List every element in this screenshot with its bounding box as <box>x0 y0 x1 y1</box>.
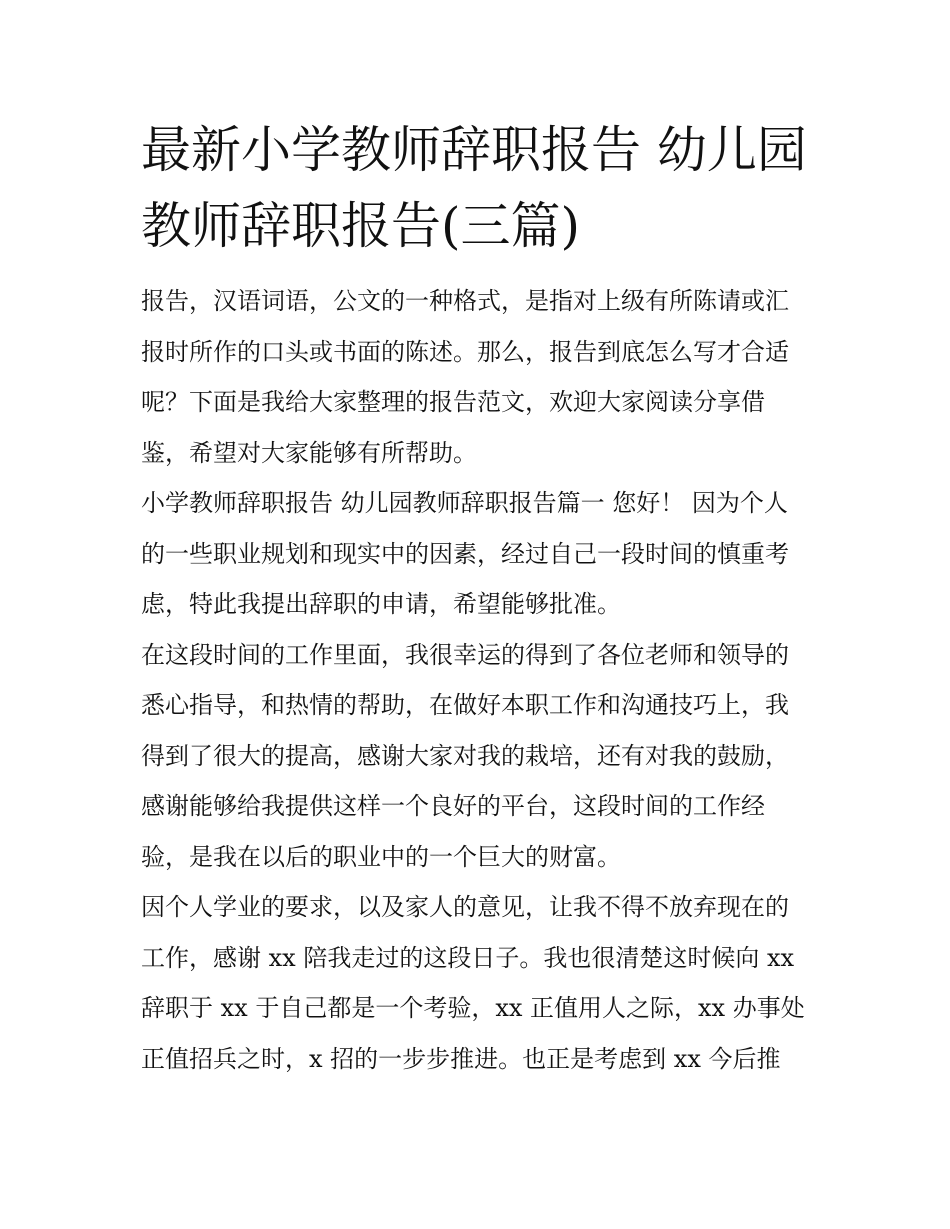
text-line: 辞职于 xx 于自己都是一个考验，xx 正值用人之际，xx 办事处 <box>141 994 805 1022</box>
document-paragraphs <box>141 276 821 1084</box>
title-line: 教师辞职报告(三篇) <box>141 197 581 255</box>
text-line: 感谢能够给我提供这样一个良好的平台，这段时间的工作经 <box>141 792 765 820</box>
document-body <box>141 112 821 1084</box>
text-line: 鉴，希望对大家能够有所帮助。 <box>141 438 477 467</box>
text-line: 悉心指导，和热情的帮助，在做好本职工作和沟通技巧上，我 <box>141 691 789 719</box>
text-line: 的一些职业规划和现实中的因素，经过自己一段时间的慎重考 <box>141 539 789 568</box>
paragraph-gratitude <box>141 630 821 883</box>
text-line: 虑，特此我提出辞职的申请，希望能够批准。 <box>141 590 621 618</box>
text-line: 因个人学业的要求，以及家人的意见，让我不得不放弃现在的 <box>141 893 789 921</box>
text-line: 小学教师辞职报告 幼儿园教师辞职报告篇一 您好！ 因为个人 <box>141 489 788 517</box>
text-line: 验，是我在以后的职业中的一个巨大的财富。 <box>141 842 621 871</box>
title-line: 最新小学教师辞职报告 幼儿园 <box>141 121 807 179</box>
paragraph-greeting <box>141 478 821 630</box>
text-line: 正值招兵之时，x 招的一步步推进。也正是考虑到 xx 今后推 <box>141 1044 781 1073</box>
text-line: 报时所作的口头或书面的陈述。那么，报告到底怎么写才合适 <box>141 337 789 366</box>
text-line: 报告，汉语词语，公文的一种格式，是指对上级有所陈请或汇 <box>141 287 789 315</box>
paragraph-reason <box>141 882 821 1084</box>
text-line: 呢？下面是我给大家整理的报告范文，欢迎大家阅读分享借 <box>141 388 765 416</box>
text-line: 得到了很大的提高，感谢大家对我的栽培，还有对我的鼓励， <box>141 741 789 770</box>
document-title <box>141 112 821 264</box>
text-line: 在这段时间的工作里面，我很幸运的得到了各位老师和领导的 <box>141 640 789 669</box>
paragraph-intro <box>141 276 821 478</box>
text-line: 工作，感谢 xx 陪我走过的这段日子。我也很清楚这时候向 xx <box>141 943 795 972</box>
